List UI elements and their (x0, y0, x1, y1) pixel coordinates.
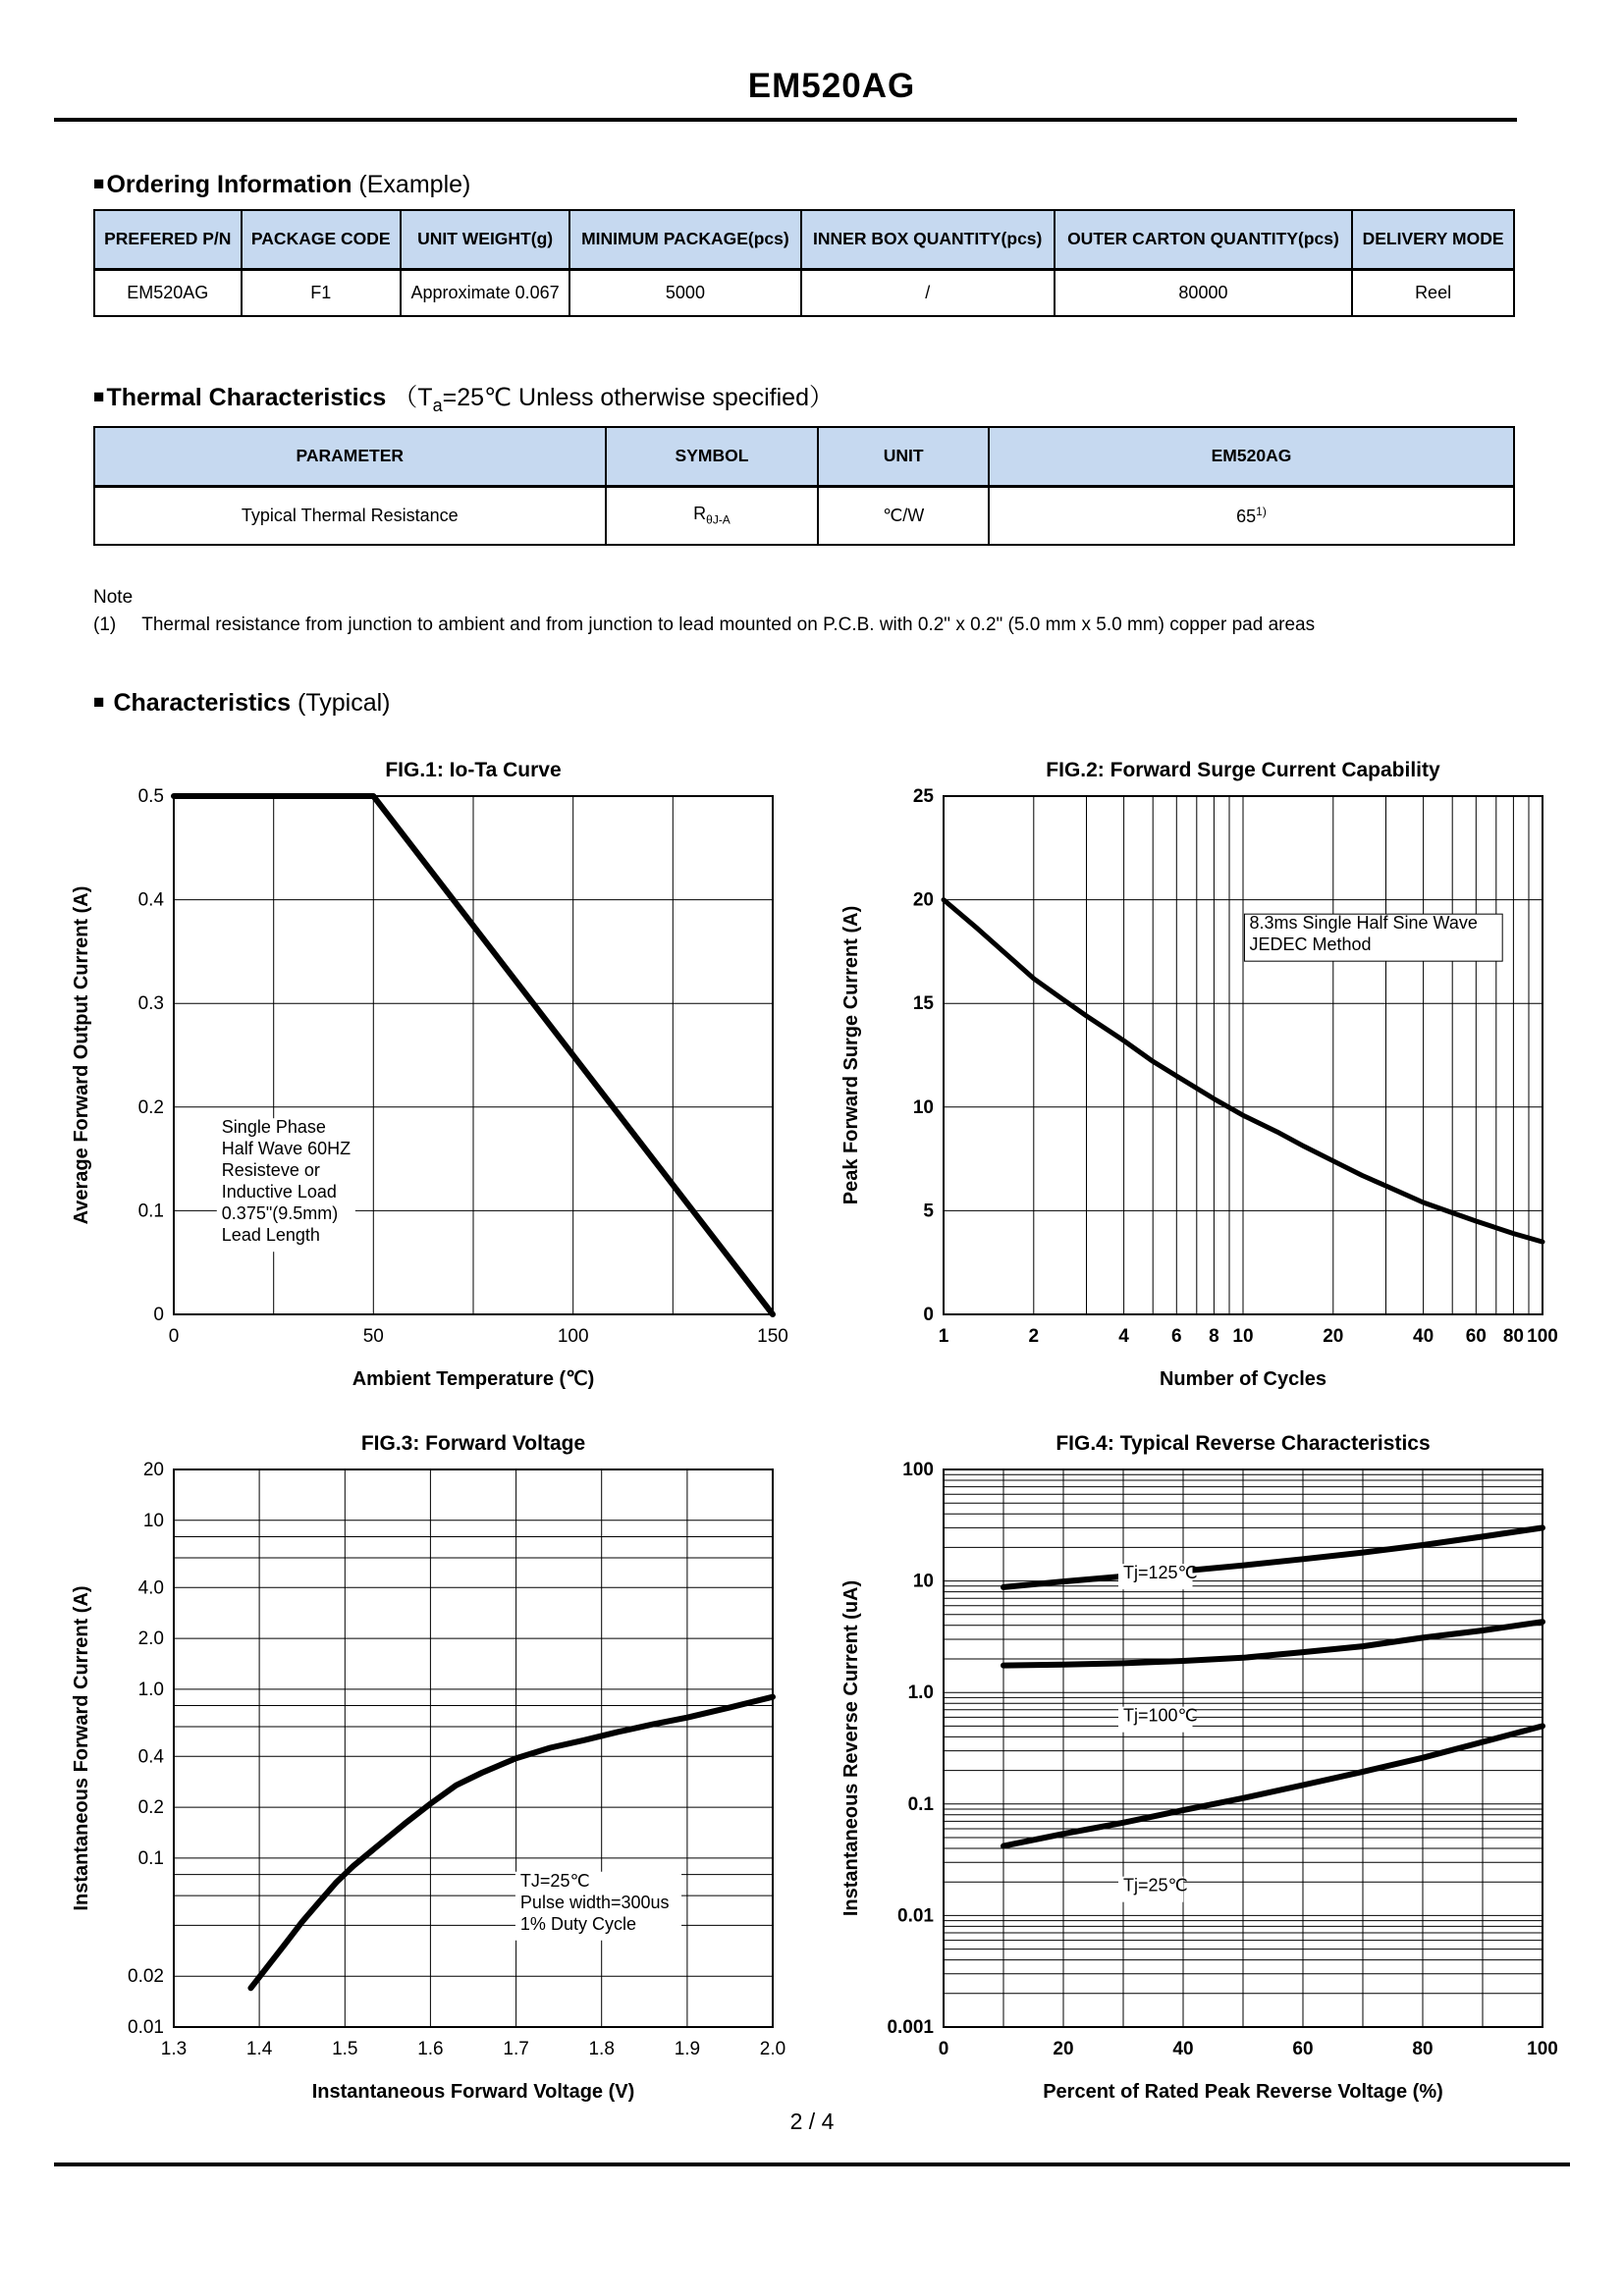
ordering-header-row (94, 210, 1514, 269)
svg-text:10: 10 (912, 1571, 934, 1592)
ordering-heading-sub: (Example) (352, 171, 471, 198)
svg-text:Instantaneous Forward Voltage: Instantaneous Forward Voltage (V) (311, 2081, 635, 2103)
bullet-icon: ■ (93, 387, 105, 407)
thermal-header-cell: SYMBOL (606, 427, 819, 486)
svg-text:40: 40 (1172, 2039, 1194, 2059)
svg-text:20: 20 (912, 889, 934, 911)
svg-text:2.0: 2.0 (137, 1629, 164, 1650)
svg-text:0.1: 0.1 (907, 1793, 934, 1815)
svg-text:0.01: 0.01 (128, 2017, 164, 2038)
thermal-header-cell: PARAMETER (94, 427, 606, 486)
charts-grid (64, 751, 1570, 2111)
footer-rule (54, 2163, 1570, 2166)
svg-text:80: 80 (1412, 2039, 1434, 2059)
characteristics-heading-sub: (Typical) (291, 689, 391, 717)
svg-text:100: 100 (902, 1460, 934, 1480)
thermal-data-row (94, 486, 1514, 545)
svg-text:25: 25 (912, 786, 934, 807)
svg-text:8.3ms Single Half Sine Wave: 8.3ms Single Half Sine Wave (1249, 913, 1478, 934)
thermal-value-cell: 65$^{1)}$ (989, 486, 1514, 545)
ordering-heading-text: Ordering Information (106, 171, 352, 198)
svg-text:1.8: 1.8 (588, 2039, 615, 2059)
ordering-table (93, 209, 1515, 317)
svg-text:Average Forward Output Current: Average Forward Output Current (A) (71, 885, 92, 1225)
svg-text:Tj=100℃: Tj=100℃ (1123, 1705, 1198, 1726)
bullet-icon: ■ (93, 174, 105, 194)
thermal-header-cell: UNIT (818, 427, 989, 486)
svg-text:4: 4 (1118, 1326, 1129, 1347)
svg-text:Inductive Load: Inductive Load (221, 1182, 337, 1202)
svg-text:0.01: 0.01 (897, 1905, 934, 1927)
ordering-data-cell: EM520AG (94, 269, 242, 316)
svg-text:Single Phase: Single Phase (221, 1117, 326, 1138)
svg-text:Lead Length: Lead Length (221, 1225, 320, 1246)
svg-text:0.3: 0.3 (137, 993, 164, 1015)
ordering-header-cell: OUTER CARTON QUANTITY(pcs) (1055, 210, 1352, 269)
svg-text:20: 20 (142, 1460, 164, 1480)
thermal-heading (93, 378, 1570, 416)
note-text: Thermal resistance from junction to ambient and from junction to lead mounted on P.C.B. with 0.2" x 0.2" (5.0 mm x 5.0 mm) copper pad areas (141, 614, 1316, 635)
title-rule (54, 118, 1517, 122)
ordering-data-cell: Approximate 0.067 (401, 269, 569, 316)
svg-text:Peak Forward Surge Current (A): Peak Forward Surge Current (A) (840, 905, 862, 1205)
svg-text:0.4: 0.4 (137, 889, 164, 911)
ordering-data-cell: Reel (1352, 269, 1514, 316)
thermal-heading-text: Thermal Characteristics (106, 384, 387, 411)
svg-text:5: 5 (923, 1201, 934, 1222)
page-title: EM520AG (747, 67, 916, 105)
svg-text:2.0: 2.0 (759, 2039, 786, 2059)
thermal-heading-condition: （$T_a=25℃$ Unless otherwise specified） (393, 384, 834, 415)
svg-text:1% Duty Cycle: 1% Duty Cycle (519, 1913, 636, 1934)
svg-text:1.5: 1.5 (332, 2039, 358, 2059)
thermal-unit-cell: ℃/W (818, 486, 989, 545)
svg-text:1.6: 1.6 (417, 2039, 444, 2059)
svg-text:FIG.2: Forward Surge Current C: FIG.2: Forward Surge Current Capability (1046, 759, 1440, 781)
svg-text:Ambient Temperature (℃): Ambient Temperature (℃) (352, 1368, 595, 1390)
svg-text:Pulse width=300us: Pulse width=300us (519, 1892, 670, 1912)
svg-text:Tj=125℃: Tj=125℃ (1123, 1563, 1198, 1583)
svg-text:0.02: 0.02 (128, 1966, 164, 1988)
svg-text:0: 0 (923, 1305, 934, 1325)
svg-text:2: 2 (1028, 1326, 1040, 1347)
svg-text:100: 100 (557, 1326, 589, 1347)
svg-text:60: 60 (1465, 1326, 1487, 1347)
svg-text:8: 8 (1209, 1326, 1219, 1347)
ordering-header-cell: UNIT WEIGHT(g) (401, 210, 569, 269)
svg-text:0.2: 0.2 (137, 1096, 164, 1118)
thermal-header-row (94, 427, 1514, 486)
svg-text:FIG.1: Io-Ta Curve: FIG.1: Io-Ta Curve (385, 759, 562, 781)
ordering-header-cell: PREFERED P/N (94, 210, 242, 269)
svg-text:100: 100 (1527, 2039, 1558, 2059)
svg-text:10: 10 (912, 1096, 934, 1118)
characteristics-heading-text: Characteristics (113, 689, 292, 717)
page-number: 2 / 4 (789, 2109, 835, 2134)
svg-text:0.001: 0.001 (887, 2017, 934, 2038)
svg-text:150: 150 (757, 1326, 788, 1347)
fig1-io-ta-curve-chart (64, 751, 790, 1399)
svg-text:0.5: 0.5 (137, 786, 164, 807)
ordering-header-cell: PACKAGE CODE (242, 210, 401, 269)
svg-text:1.4: 1.4 (245, 2039, 273, 2059)
fig4-reverse-characteristics-chart (834, 1424, 1560, 2111)
ordering-data-cell: F1 (242, 269, 401, 316)
svg-text:50: 50 (362, 1326, 384, 1347)
svg-text:0.4: 0.4 (137, 1746, 164, 1768)
ordering-heading (93, 171, 1570, 199)
thermal-header-cell: EM520AG (989, 427, 1514, 486)
svg-text:Instantaneous Reverse Current: Instantaneous Reverse Current (uA) (840, 1579, 862, 1917)
svg-text:0.375"(9.5mm): 0.375"(9.5mm) (221, 1203, 339, 1224)
svg-text:Number of Cycles: Number of Cycles (1159, 1368, 1327, 1390)
svg-text:Half Wave 60HZ: Half Wave 60HZ (221, 1139, 352, 1159)
fig3-forward-voltage-chart (64, 1424, 790, 2111)
svg-text:15: 15 (912, 993, 934, 1015)
svg-text:0: 0 (168, 1326, 180, 1347)
svg-text:TJ=25℃: TJ=25℃ (519, 1870, 590, 1891)
svg-text:0.1: 0.1 (137, 1847, 164, 1869)
svg-text:FIG.4: Typical Reverse Charact: FIG.4: Typical Reverse Characteristics (1056, 1432, 1431, 1455)
svg-text:Instantaneous Forward Current: Instantaneous Forward Current (A) (71, 1585, 92, 1911)
svg-text:1: 1 (938, 1326, 949, 1347)
bullet-icon: ■ (93, 692, 105, 713)
svg-text:Resisteve or: Resisteve or (221, 1160, 320, 1181)
svg-text:Percent of Rated Peak Reverse: Percent of Rated Peak Reverse Voltage (%) (1043, 2081, 1443, 2103)
svg-text:10: 10 (1232, 1326, 1254, 1347)
svg-text:1.7: 1.7 (503, 2039, 529, 2059)
svg-text:1.0: 1.0 (907, 1682, 934, 1704)
svg-text:100: 100 (1527, 1326, 1558, 1347)
svg-text:40: 40 (1413, 1326, 1435, 1347)
fig2-forward-surge-chart (834, 751, 1560, 1399)
ordering-header-cell: MINIMUM PACKAGE(pcs) (569, 210, 800, 269)
svg-text:1.3: 1.3 (160, 2039, 188, 2059)
svg-text:0: 0 (938, 2039, 949, 2059)
svg-text:4.0: 4.0 (137, 1577, 164, 1599)
note-number: (1) (93, 614, 117, 635)
note-block (93, 587, 1570, 636)
thermal-table (93, 426, 1515, 546)
characteristics-heading (93, 689, 1570, 718)
svg-text:FIG.3: Forward Voltage: FIG.3: Forward Voltage (360, 1432, 586, 1455)
svg-text:0.1: 0.1 (137, 1201, 164, 1222)
ordering-data-cell: 5000 (569, 269, 800, 316)
ordering-header-cell: DELIVERY MODE (1352, 210, 1514, 269)
svg-text:60: 60 (1292, 2039, 1314, 2059)
ordering-data-row (94, 269, 1514, 316)
note-label: Note (93, 587, 134, 608)
svg-text:0: 0 (153, 1305, 164, 1325)
thermal-parameter-cell: Typical Thermal Resistance (94, 486, 606, 545)
svg-text:1.9: 1.9 (674, 2039, 701, 2059)
svg-text:0.2: 0.2 (137, 1797, 164, 1819)
note-text-line (93, 614, 1570, 636)
svg-text:6: 6 (1171, 1326, 1182, 1347)
svg-text:Tj=25℃: Tj=25℃ (1123, 1875, 1188, 1896)
ordering-header-cell: INNER BOX QUANTITY(pcs) (801, 210, 1055, 269)
svg-text:20: 20 (1323, 1326, 1344, 1347)
thermal-symbol-cell: $R_{\theta J-A}$ (606, 486, 819, 545)
svg-text:80: 80 (1502, 1326, 1524, 1347)
svg-text:20: 20 (1053, 2039, 1074, 2059)
ordering-data-cell: 80000 (1055, 269, 1352, 316)
svg-text:JEDEC Method: JEDEC Method (1249, 934, 1372, 955)
svg-text:10: 10 (142, 1510, 164, 1531)
ordering-data-cell: / (801, 269, 1055, 316)
svg-text:1.0: 1.0 (137, 1679, 164, 1700)
